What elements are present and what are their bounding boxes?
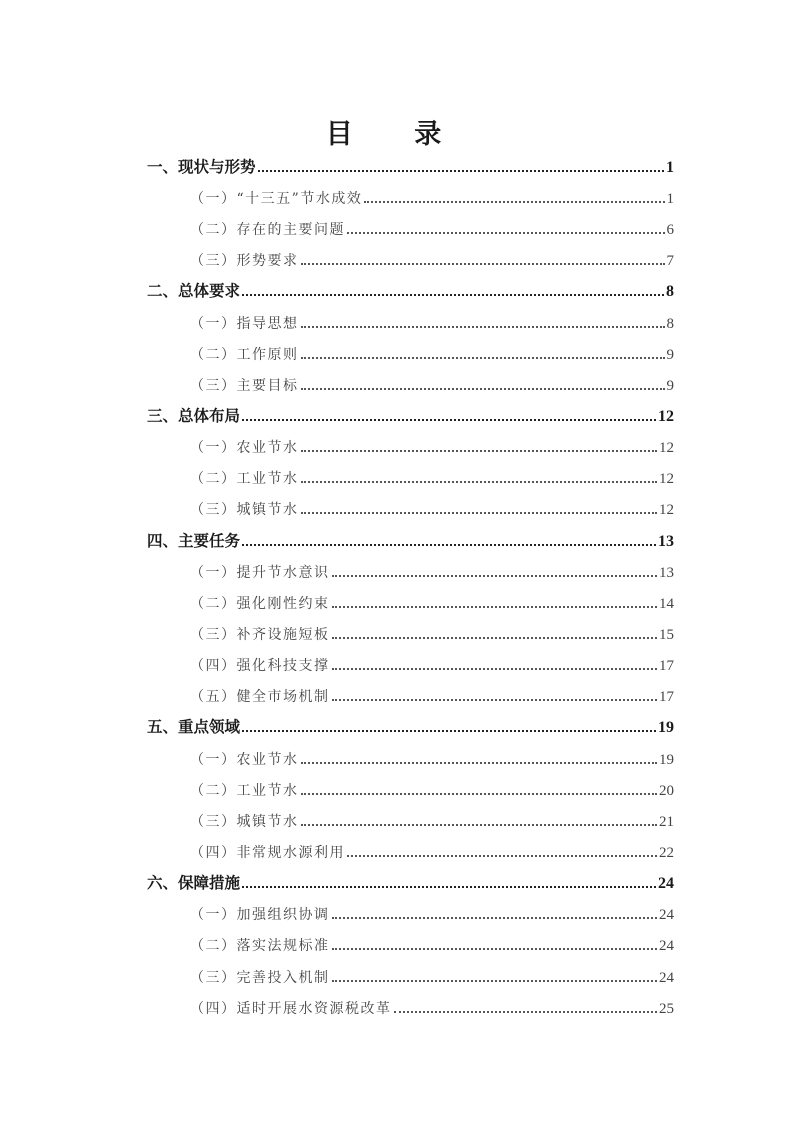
toc-entry-label: （一）农业节水 xyxy=(190,440,299,456)
toc-page-number: 20 xyxy=(659,783,674,799)
toc-entry-label: 三、总体布局 xyxy=(147,406,241,425)
toc-page-number: 17 xyxy=(659,689,674,705)
toc-entry[interactable] xyxy=(190,246,674,270)
dot-leader xyxy=(332,637,658,639)
toc-entry[interactable] xyxy=(190,558,674,582)
toc-entry[interactable] xyxy=(147,713,674,737)
toc-entry[interactable] xyxy=(190,963,674,987)
toc-entry-label: （一）“十三五”节水成效 xyxy=(190,191,363,207)
dot-leader xyxy=(301,512,658,514)
dot-leader xyxy=(242,419,656,421)
toc-entry-label: （三）城镇节水 xyxy=(190,814,299,830)
toc-entry-label: （四）非常规水源利用 xyxy=(190,845,345,861)
toc-entry[interactable] xyxy=(190,309,674,333)
toc-entry[interactable] xyxy=(190,807,674,831)
toc-entry[interactable] xyxy=(190,651,674,675)
toc-entry-label: （二）工作原则 xyxy=(190,347,299,363)
toc-entry-label: （三）补齐设施短板 xyxy=(190,627,330,643)
toc-entry-label: （三）主要目标 xyxy=(190,378,299,394)
dot-leader xyxy=(301,762,658,764)
toc-entry-label: 四、主要任务 xyxy=(147,531,241,550)
toc-entry-label: （五）健全市场机制 xyxy=(190,689,330,705)
toc-entry-label: （四）适时开展水资源税改革 xyxy=(190,1001,392,1017)
dot-leader xyxy=(242,294,664,296)
toc-entry-label: （二）工业节水 xyxy=(190,783,299,799)
dot-leader xyxy=(301,357,665,359)
toc-page-number: 13 xyxy=(659,565,674,581)
toc-entry[interactable] xyxy=(190,464,674,488)
toc-entry-label: （一）提升节水意识 xyxy=(190,565,330,581)
toc-entry[interactable] xyxy=(190,340,674,364)
dot-leader xyxy=(242,544,656,546)
toc-page-number: 9 xyxy=(666,378,674,394)
toc-page-number: 13 xyxy=(658,533,674,550)
toc-entry[interactable] xyxy=(190,900,674,924)
toc-entry-label: （一）农业节水 xyxy=(190,752,299,768)
toc-page-number: 21 xyxy=(659,814,674,830)
toc-entry-label: （二）落实法规标准 xyxy=(190,938,330,954)
dot-leader xyxy=(301,450,658,452)
toc-entry[interactable] xyxy=(190,745,674,769)
toc-page-number: 24 xyxy=(658,875,674,892)
toc-page-number: 12 xyxy=(659,471,674,487)
toc-entry[interactable] xyxy=(190,682,674,706)
toc-entry[interactable] xyxy=(190,931,674,955)
dot-leader xyxy=(242,730,656,732)
dot-leader xyxy=(347,232,665,234)
dot-leader xyxy=(242,886,656,888)
dot-leader xyxy=(394,1011,658,1013)
toc-entry[interactable] xyxy=(147,277,674,301)
toc-page-number: 24 xyxy=(659,907,674,923)
dot-leader xyxy=(332,606,658,608)
toc-entry-label: （三）形势要求 xyxy=(190,253,299,269)
toc-entry-label: （四）强化科技支撑 xyxy=(190,658,330,674)
toc-entry-label: （一）加强组织协调 xyxy=(190,907,330,923)
toc-entry-label: （二）强化刚性约束 xyxy=(190,596,330,612)
dot-leader xyxy=(301,481,658,483)
toc-entry[interactable] xyxy=(190,620,674,644)
dot-leader xyxy=(301,263,665,265)
toc-entry-label: （二）存在的主要问题 xyxy=(190,222,345,238)
toc-page-number: 14 xyxy=(659,596,674,612)
toc-entry-label: 六、保障措施 xyxy=(147,873,241,892)
toc-page-number: 15 xyxy=(659,627,674,643)
toc-page-number: 19 xyxy=(659,752,674,768)
toc-page-number: 24 xyxy=(659,938,674,954)
toc-entry-label: 五、重点领域 xyxy=(147,717,241,736)
dot-leader xyxy=(347,855,657,857)
toc-entry-label: （一）指导思想 xyxy=(190,316,299,332)
toc-page-number: 6 xyxy=(666,222,674,238)
toc-page-number: 7 xyxy=(666,253,674,269)
toc-entry[interactable] xyxy=(190,433,674,457)
dot-leader xyxy=(364,201,664,203)
toc-page-number: 24 xyxy=(659,970,674,986)
toc-page-number: 1 xyxy=(666,159,674,176)
dot-leader xyxy=(332,980,658,982)
toc-entry[interactable] xyxy=(190,184,674,208)
toc-entry-label: （三）完善投入机制 xyxy=(190,970,330,986)
toc-page-number: 17 xyxy=(659,658,674,674)
toc-entry[interactable] xyxy=(147,402,674,426)
dot-leader xyxy=(301,824,658,826)
toc-entry[interactable] xyxy=(190,495,674,519)
toc-entry[interactable] xyxy=(147,153,674,177)
dot-leader xyxy=(301,793,658,795)
toc-entry-label: 一、现状与形势 xyxy=(147,157,256,176)
dot-leader xyxy=(258,170,664,172)
toc-page-number: 8 xyxy=(666,283,674,300)
toc-page-number: 12 xyxy=(659,502,674,518)
toc-page-number: 22 xyxy=(659,845,674,861)
toc-entry[interactable] xyxy=(147,869,674,893)
toc-entry[interactable] xyxy=(147,527,674,551)
dot-leader xyxy=(332,699,658,701)
dot-leader xyxy=(332,948,658,950)
toc-entry-label: （三）城镇节水 xyxy=(190,502,299,518)
toc-entry[interactable] xyxy=(190,838,674,862)
toc-entry[interactable] xyxy=(190,776,674,800)
page-title: 目 录 xyxy=(325,119,468,150)
dot-leader xyxy=(301,326,665,328)
toc-page-number: 12 xyxy=(659,440,674,456)
toc-entry[interactable] xyxy=(190,589,674,613)
toc-page-number: 12 xyxy=(658,408,674,425)
toc-entry[interactable] xyxy=(190,215,674,239)
toc-entry-label: 二、总体要求 xyxy=(147,281,241,300)
dot-leader xyxy=(332,575,658,577)
dot-leader xyxy=(301,388,665,390)
toc-page-number: 25 xyxy=(659,1001,674,1017)
toc-page-number: 8 xyxy=(666,316,674,332)
dot-leader xyxy=(332,668,658,670)
toc-page-number: 9 xyxy=(666,347,674,363)
toc-entry-label: （二）工业节水 xyxy=(190,471,299,487)
dot-leader xyxy=(332,917,658,919)
toc-entry[interactable] xyxy=(190,371,674,395)
toc-page-number: 19 xyxy=(658,719,674,736)
toc-page-number: 1 xyxy=(666,191,674,207)
toc-entry[interactable] xyxy=(190,994,674,1018)
